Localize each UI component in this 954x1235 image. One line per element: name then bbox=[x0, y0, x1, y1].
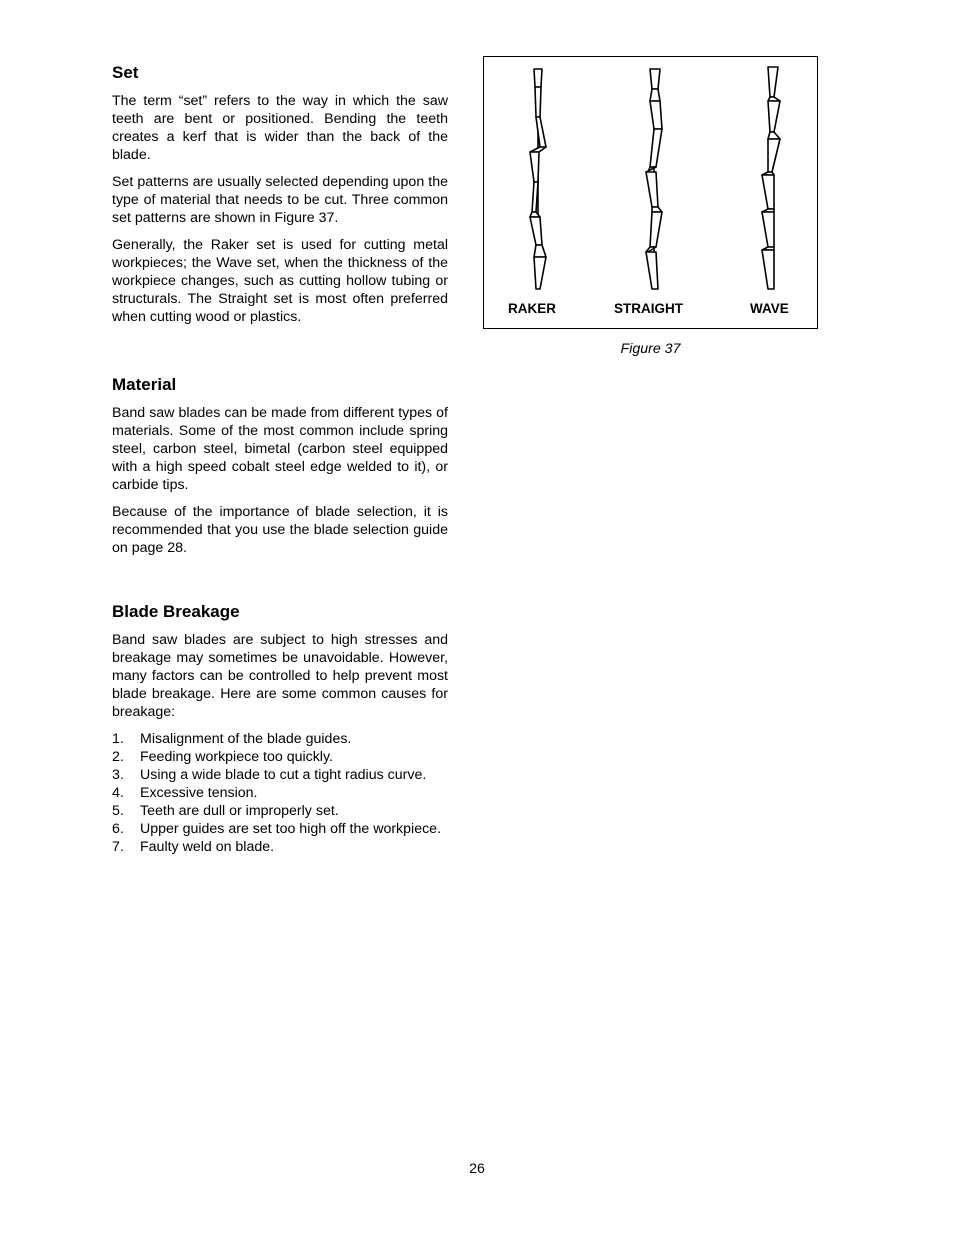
list-item bbox=[112, 730, 448, 748]
list-item bbox=[112, 838, 448, 856]
breakage-causes-list bbox=[112, 730, 448, 856]
blade-set-illustration bbox=[484, 57, 819, 330]
straight-blade-diagram bbox=[646, 69, 662, 289]
page-number: 26 bbox=[469, 1161, 485, 1177]
figure-caption: Figure 37 bbox=[620, 341, 681, 357]
list-item bbox=[112, 784, 448, 802]
set-paragraph-2: Set patterns are usually selected depending upon the type of material that needs to be cut. Three common set patterns are shown in Figure 37. bbox=[112, 174, 448, 226]
list-item-text: Faulty weld on blade. bbox=[140, 839, 275, 855]
heading-material: Material bbox=[112, 375, 177, 394]
figure-37-box bbox=[483, 56, 818, 329]
list-item-number: 4. bbox=[112, 785, 124, 801]
list-item-text: Excessive tension. bbox=[140, 785, 258, 801]
list-item bbox=[112, 748, 448, 766]
list-item-text: Upper guides are set too high off the workpiece. bbox=[140, 821, 442, 837]
heading-set: Set bbox=[112, 63, 139, 82]
set-paragraph-3: Generally, the Raker set is used for cutting metal workpieces; the Wave set, when the thickness of the workpiece changes, such as cutting hollow tubing or structurals. The Straight set is most often preferred when cutting wood or plastics. bbox=[112, 237, 448, 325]
set-paragraph-1: The term “set” refers to the way in which the saw teeth are bent or positioned. Bending the teeth creates a kerf that is wider than the back of the blade. bbox=[112, 93, 448, 163]
list-item-number: 5. bbox=[112, 803, 124, 819]
list-item-text: Misalignment of the blade guides. bbox=[140, 731, 352, 747]
material-paragraph-2: Because of the importance of blade selection, it is recommended that you use the blade selection guide on page 28. bbox=[112, 504, 448, 556]
raker-blade-diagram bbox=[530, 69, 546, 289]
list-item bbox=[112, 766, 448, 784]
figure-label-wave: WAVE bbox=[750, 301, 789, 316]
left-column bbox=[112, 62, 448, 856]
list-item bbox=[112, 802, 448, 820]
list-item-number: 1. bbox=[112, 731, 124, 747]
section-material bbox=[112, 374, 448, 557]
list-item-text: Teeth are dull or improperly set. bbox=[140, 803, 339, 819]
list-item-number: 3. bbox=[112, 767, 124, 783]
list-item-text: Feeding workpiece too quickly. bbox=[140, 749, 333, 765]
breakage-paragraph-1: Band saw blades are subject to high stresses and breakage may sometimes be unavoidable. However, many factors can be controlled to help prevent most blade breakage. Here are some common causes for breakage: bbox=[112, 632, 448, 720]
section-set bbox=[112, 62, 448, 326]
heading-blade-breakage: Blade Breakage bbox=[112, 602, 240, 621]
list-item bbox=[112, 820, 448, 838]
wave-blade-diagram bbox=[762, 67, 780, 289]
list-item-number: 6. bbox=[112, 821, 124, 837]
section-blade-breakage bbox=[112, 601, 448, 856]
list-item-number: 7. bbox=[112, 839, 124, 855]
figure-label-raker: RAKER bbox=[508, 301, 557, 316]
figure-label-straight: STRAIGHT bbox=[614, 301, 683, 316]
list-item-text: Using a wide blade to cut a tight radius curve. bbox=[140, 767, 427, 783]
material-paragraph-1: Band saw blades can be made from different types of materials. Some of the most common include spring steel, carbon steel, bimetal (carbon steel equipped with a high speed cobalt steel edge welded to it), or carbide tips. bbox=[112, 405, 448, 493]
list-item-number: 2. bbox=[112, 749, 124, 765]
